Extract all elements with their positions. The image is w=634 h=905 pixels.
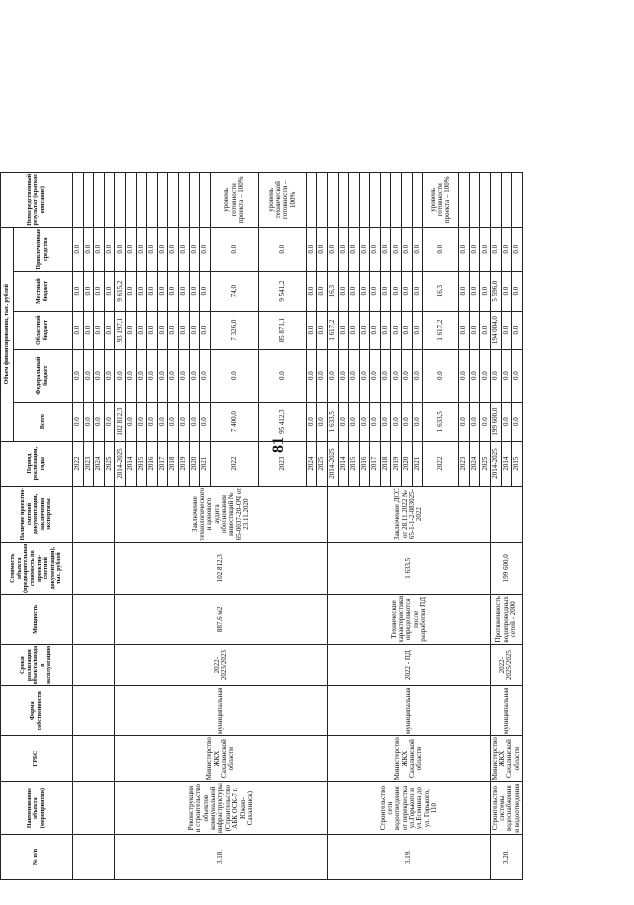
period-cell: 2023 [258, 441, 306, 486]
value-cell: 0.0 [200, 349, 211, 402]
value-cell: 0.0 [125, 271, 136, 311]
period-cell: 2015 [136, 441, 147, 486]
object-psd: Заключение технологического и ценового аудита обоснования инвестиций № 65-0037-20-ОЧ от 23.11.2020 [115, 486, 328, 542]
value-cell: 0.0 [168, 349, 179, 402]
result-cell [178, 172, 189, 227]
value-cell: 0.0 [73, 227, 84, 271]
object-grbs: Министерство ЖКХ Сахалинской области [327, 736, 490, 782]
header-name: Наименование объекта (мероприятия) [1, 782, 73, 835]
value-cell: 0.0 [459, 311, 470, 349]
continued-cell [73, 736, 115, 782]
result-cell [94, 172, 105, 227]
value-cell: 0.0 [469, 311, 480, 349]
value-cell: 0.0 [412, 271, 423, 311]
value-cell: 0.0 [402, 311, 413, 349]
value-cell: 0.0 [178, 271, 189, 311]
header-row-1 [1, 127, 14, 879]
value-cell: 0.0 [512, 349, 523, 402]
header-financing: Объем финансирования, тыс. рублей [1, 227, 14, 441]
value-cell: 0.0 [83, 402, 94, 441]
period-cell: 2014 [338, 441, 349, 486]
value-cell: 0.0 [512, 311, 523, 349]
value-cell: 0.0 [136, 227, 147, 271]
value-cell: 0.0 [402, 402, 413, 441]
value-cell: 0.0 [189, 349, 200, 402]
value-cell: 7 400,0 [210, 402, 258, 441]
value-cell: 0.0 [370, 271, 381, 311]
continued-cell [73, 835, 115, 880]
period-cell: 2015 [512, 441, 523, 486]
value-cell: 7 326,0 [210, 311, 258, 349]
result-cell [317, 172, 328, 227]
value-cell: 0.0 [391, 227, 402, 271]
value-cell: 0.0 [147, 402, 158, 441]
result-cell [391, 172, 402, 227]
value-cell: 0.0 [258, 349, 306, 402]
value-cell: 0.0 [469, 349, 480, 402]
value-cell: 0.0 [391, 311, 402, 349]
result-cell [115, 172, 126, 227]
object-psd [491, 486, 523, 542]
value-cell: 0.0 [306, 271, 317, 311]
period-cell: 2021 [412, 441, 423, 486]
result-cell [104, 172, 115, 227]
period-cell: 2020 [189, 441, 200, 486]
value-cell: 0.0 [317, 271, 328, 311]
value-cell: 0.0 [480, 227, 491, 271]
value-cell: 0.0 [412, 349, 423, 402]
object-cost: 102 812,3 [115, 542, 328, 594]
result-cell [73, 172, 84, 227]
header-cost: Стоимость объекта (предварительная стоимость по проектно-сметной документации), тыс. рублей [1, 542, 73, 594]
value-cell: 0.0 [178, 349, 189, 402]
value-cell: 93 197,1 [115, 311, 126, 349]
period-cell: 2022 [73, 441, 84, 486]
value-cell: 0.0 [359, 227, 370, 271]
value-cell: 74,0 [210, 271, 258, 311]
header-grbs: ГРБС [1, 736, 73, 782]
value-cell: 9 615,2 [115, 271, 126, 311]
result-cell [512, 172, 523, 227]
value-cell: 0.0 [258, 227, 306, 271]
value-cell: 0.0 [104, 311, 115, 349]
object-name: Строительство системы водоснабжения и водоотведения [490, 783, 521, 833]
period-cell: 2014 [125, 441, 136, 486]
value-cell: 0.0 [157, 227, 168, 271]
result-cell [306, 172, 317, 227]
value-cell: 0.0 [469, 271, 480, 311]
header-total: Всего [14, 402, 73, 441]
value-cell: 0.0 [104, 271, 115, 311]
value-cell: 0.0 [147, 349, 158, 402]
object-capacity: 887,6 м2 [115, 594, 328, 644]
value-cell: 0.0 [136, 271, 147, 311]
result-cell [380, 172, 391, 227]
value-cell: 0.0 [178, 402, 189, 441]
value-cell: 0.0 [338, 271, 349, 311]
table-row [491, 127, 502, 879]
value-cell: 0.0 [147, 311, 158, 349]
period-cell: 2024 [306, 441, 317, 486]
period-cell: 2025 [480, 441, 491, 486]
period-cell: 2014-2025 [115, 441, 126, 486]
table-row [327, 127, 338, 879]
page-number: 81 [270, 437, 287, 453]
value-cell: 16,3 [423, 271, 459, 311]
continued-cell [73, 486, 115, 542]
table-row [73, 127, 84, 879]
value-cell: 0.0 [359, 349, 370, 402]
result-cell [338, 172, 349, 227]
value-cell: 0.0 [402, 271, 413, 311]
header-terms: Сроки реализации объекта/ввода в эксплуатацию [1, 644, 73, 686]
period-cell: 2025 [317, 441, 328, 486]
value-cell: 0.0 [104, 402, 115, 441]
result-cell [469, 172, 480, 227]
value-cell: 0.0 [480, 271, 491, 311]
value-cell: 0.0 [94, 227, 105, 271]
period-cell: 2025 [104, 441, 115, 486]
value-cell: 0.0 [380, 311, 391, 349]
value-cell: 0.0 [359, 311, 370, 349]
value-cell: 0.0 [412, 402, 423, 441]
value-cell: 0.0 [200, 402, 211, 441]
value-cell: 0.0 [189, 271, 200, 311]
financing-table [0, 127, 523, 880]
value-cell: 0.0 [104, 349, 115, 402]
period-cell: 2024 [469, 441, 480, 486]
result-cell [491, 172, 502, 227]
value-cell: 0.0 [391, 349, 402, 402]
header-other: Привлеченные средства [14, 227, 73, 271]
value-cell: 0.0 [317, 311, 328, 349]
object-number: 3.18. [115, 835, 328, 880]
result-cell [157, 172, 168, 227]
period-cell: 2020 [402, 441, 413, 486]
value-cell: 0.0 [136, 311, 147, 349]
value-cell: 0.0 [210, 349, 258, 402]
value-cell: 199 600,0 [491, 402, 502, 441]
result-cell [147, 172, 158, 227]
value-cell: 0.0 [200, 227, 211, 271]
value-cell: 0.0 [459, 271, 470, 311]
value-cell: 16,3 [327, 271, 338, 311]
value-cell: 0.0 [512, 227, 523, 271]
value-cell: 0.0 [327, 227, 338, 271]
value-cell: 0.0 [402, 349, 413, 402]
value-cell: 0.0 [512, 271, 523, 311]
continued-cell [73, 542, 115, 594]
result-cell [125, 172, 136, 227]
value-cell: 0.0 [370, 227, 381, 271]
period-cell: 2018 [380, 441, 391, 486]
value-cell: 0.0 [338, 402, 349, 441]
value-cell: 0.0 [306, 349, 317, 402]
value-cell: 0.0 [402, 227, 413, 271]
value-cell: 0.0 [423, 227, 459, 271]
value-cell: 0.0 [73, 271, 84, 311]
value-cell: 0.0 [168, 227, 179, 271]
object-ownership: муниципальная [491, 686, 523, 736]
continued-cell [73, 686, 115, 736]
value-cell: 0.0 [83, 271, 94, 311]
value-cell: 0.0 [189, 311, 200, 349]
period-cell: 2017 [157, 441, 168, 486]
value-cell: 0.0 [349, 311, 360, 349]
result-cell [402, 172, 413, 227]
value-cell: 0.0 [480, 349, 491, 402]
value-cell: 0.0 [469, 402, 480, 441]
header-period: Период реализации, годы [1, 441, 73, 486]
value-cell: 0.0 [178, 311, 189, 349]
period-cell: 2014-2025 [327, 441, 338, 486]
value-cell: 9 541,2 [258, 271, 306, 311]
object-cost: 1 633,5 [327, 542, 490, 594]
object-capacity: Технические характеристики определяются после разработки ПД [327, 594, 490, 644]
period-cell: 2016 [147, 441, 158, 486]
value-cell: 0.0 [459, 402, 470, 441]
value-cell: 0.0 [370, 311, 381, 349]
value-cell: 0.0 [94, 349, 105, 402]
header-psd: Наличие проектно-сметной документации, заключения экспертизы [1, 486, 73, 542]
value-cell: 0.0 [459, 349, 470, 402]
header-num: № п/п [1, 835, 73, 880]
value-cell: 0.0 [370, 349, 381, 402]
value-cell: 0.0 [349, 271, 360, 311]
value-cell: 0.0 [125, 402, 136, 441]
value-cell: 0.0 [125, 311, 136, 349]
value-cell: 0.0 [125, 227, 136, 271]
continued-cell [73, 644, 115, 686]
value-cell: 0.0 [189, 227, 200, 271]
period-cell: 2015 [349, 441, 360, 486]
value-cell: 0.0 [157, 402, 168, 441]
header-capacity: Мощность [1, 594, 73, 644]
result-cell: уровень готовности проекта – 100% [210, 172, 258, 227]
value-cell: 0.0 [168, 271, 179, 311]
value-cell: 0.0 [115, 349, 126, 402]
value-cell: 1 617,2 [423, 311, 459, 349]
value-cell: 0.0 [168, 402, 179, 441]
value-cell: 1 633,5 [327, 402, 338, 441]
period-cell: 2022 [423, 441, 459, 486]
value-cell: 0.0 [480, 402, 491, 441]
result-cell [359, 172, 370, 227]
object-grbs: Министерство ЖКХ Сахалинской области [490, 737, 521, 781]
value-cell: 0.0 [423, 349, 459, 402]
value-cell: 0.0 [83, 227, 94, 271]
value-cell: 5 596,0 [491, 271, 502, 311]
value-cell: 0.0 [380, 227, 391, 271]
value-cell: 95 412,3 [258, 402, 306, 441]
value-cell: 0.0 [380, 271, 391, 311]
value-cell: 85 871,1 [258, 311, 306, 349]
value-cell: 0.0 [136, 402, 147, 441]
value-cell: 0.0 [512, 402, 523, 441]
value-cell: 0.0 [189, 402, 200, 441]
value-cell: 0.0 [136, 349, 147, 402]
header-ownership: Форма собственности [1, 686, 73, 736]
value-cell: 0.0 [501, 402, 512, 441]
object-grbs: Министерство ЖКХ Сахалинской области [115, 736, 328, 782]
value-cell: 0.0 [73, 311, 84, 349]
value-cell: 0.0 [391, 402, 402, 441]
value-cell: 0.0 [359, 402, 370, 441]
value-cell: 0.0 [168, 311, 179, 349]
object-number: 3.19. [327, 835, 490, 880]
period-cell: 2023 [83, 441, 94, 486]
value-cell: 0.0 [104, 227, 115, 271]
result-cell [412, 172, 423, 227]
value-cell: 0.0 [501, 271, 512, 311]
period-cell: 2019 [178, 441, 189, 486]
value-cell: 0.0 [370, 402, 381, 441]
value-cell: 0.0 [306, 402, 317, 441]
value-cell: 0.0 [83, 311, 94, 349]
result-cell [168, 172, 179, 227]
value-cell: 0.0 [115, 227, 126, 271]
value-cell: 0.0 [501, 227, 512, 271]
period-cell: 2022 [210, 441, 258, 486]
object-name: Строительство сети водоотведения от перекрестка ул.Горького и ул.Есенина до ул. Горького, 110 [327, 782, 490, 835]
value-cell: 0.0 [349, 349, 360, 402]
value-cell: 0.0 [306, 311, 317, 349]
period-cell: 2019 [391, 441, 402, 486]
object-ownership: муниципальная [115, 686, 328, 736]
result-cell [200, 172, 211, 227]
value-cell: 0.0 [317, 349, 328, 402]
period-cell: 2017 [370, 441, 381, 486]
value-cell: 0.0 [380, 402, 391, 441]
value-cell: 1 617,2 [327, 311, 338, 349]
value-cell: 102 812,3 [115, 402, 126, 441]
object-capacity: Протяженность водопроводных сетей - 2000 [491, 594, 523, 644]
value-cell: 0.0 [317, 227, 328, 271]
value-cell: 0.0 [200, 271, 211, 311]
result-cell [327, 172, 338, 227]
value-cell: 0.0 [459, 227, 470, 271]
period-cell: 2016 [359, 441, 370, 486]
period-cell: 2023 [459, 441, 470, 486]
value-cell: 0.0 [157, 271, 168, 311]
value-cell: 0.0 [412, 311, 423, 349]
object-terms: 2022-2023/2023 [115, 644, 328, 686]
object-terms: 2022-2025/2025 [491, 644, 523, 686]
value-cell: 0.0 [178, 227, 189, 271]
result-cell [349, 172, 360, 227]
value-cell: 0.0 [501, 349, 512, 402]
header-federal: Федеральный бюджет [14, 349, 73, 402]
object-number: 3.20. [491, 835, 523, 880]
result-cell: уровень готовности проекта – 100% [423, 172, 459, 227]
value-cell: 0.0 [338, 311, 349, 349]
value-cell: 0.0 [94, 311, 105, 349]
value-cell: 0.0 [469, 227, 480, 271]
period-cell: 2014 [501, 441, 512, 486]
value-cell: 0.0 [501, 311, 512, 349]
value-cell: 0.0 [359, 271, 370, 311]
object-terms: 2022 - ПД [327, 644, 490, 686]
header-local: Местный бюджет [14, 271, 73, 311]
result-cell [136, 172, 147, 227]
result-cell [459, 172, 470, 227]
header-result: Непосредственный результат (краткое описание) [1, 172, 73, 227]
object-name: Реконструкция и строительство объектов коммунальной инфраструктуры (Строительство АБК ОСК-7 г. Южно-Сахалинск) [115, 782, 328, 835]
result-cell [189, 172, 200, 227]
value-cell: 0.0 [157, 311, 168, 349]
value-cell: 0.0 [391, 271, 402, 311]
value-cell: 0.0 [210, 227, 258, 271]
value-cell: 0.0 [380, 349, 391, 402]
value-cell: 0.0 [306, 227, 317, 271]
period-cell: 2021 [200, 441, 211, 486]
period-cell: 2024 [94, 441, 105, 486]
object-ownership: муниципальная [327, 686, 490, 736]
value-cell: 0.0 [94, 271, 105, 311]
result-cell [501, 172, 512, 227]
value-cell: 0.0 [94, 402, 105, 441]
value-cell: 0.0 [338, 227, 349, 271]
value-cell: 0.0 [480, 311, 491, 349]
value-cell: 0.0 [125, 349, 136, 402]
object-cost: 199 600,0 [491, 542, 523, 594]
value-cell: 0.0 [327, 349, 338, 402]
result-cell [480, 172, 491, 227]
result-cell: уровень технической готовности – 100% [258, 172, 306, 227]
period-cell: 2018 [168, 441, 179, 486]
continued-cell [73, 782, 115, 835]
value-cell: 0.0 [200, 311, 211, 349]
continued-cell [73, 594, 115, 644]
value-cell: 0.0 [491, 349, 502, 402]
header-regional: Областной бюджет [14, 311, 73, 349]
value-cell: 0.0 [349, 227, 360, 271]
result-cell [370, 172, 381, 227]
value-cell: 0.0 [147, 271, 158, 311]
result-cell [83, 172, 94, 227]
value-cell: 0.0 [349, 402, 360, 441]
value-cell: 0.0 [491, 227, 502, 271]
value-cell: 0.0 [157, 349, 168, 402]
value-cell: 0.0 [73, 402, 84, 441]
object-psd: Заключение ДСС от 28.11.2022 № 65-1-1-2-083025-2022 [327, 486, 490, 542]
table-row [115, 127, 126, 879]
value-cell: 0.0 [147, 227, 158, 271]
value-cell: 0.0 [338, 349, 349, 402]
value-cell: 0.0 [412, 227, 423, 271]
value-cell: 0.0 [317, 402, 328, 441]
value-cell: 0.0 [73, 349, 84, 402]
period-cell: 2014-2025 [491, 441, 502, 486]
value-cell: 0.0 [83, 349, 94, 402]
value-cell: 1 633,5 [423, 402, 459, 441]
value-cell: 194 004,0 [491, 311, 502, 349]
